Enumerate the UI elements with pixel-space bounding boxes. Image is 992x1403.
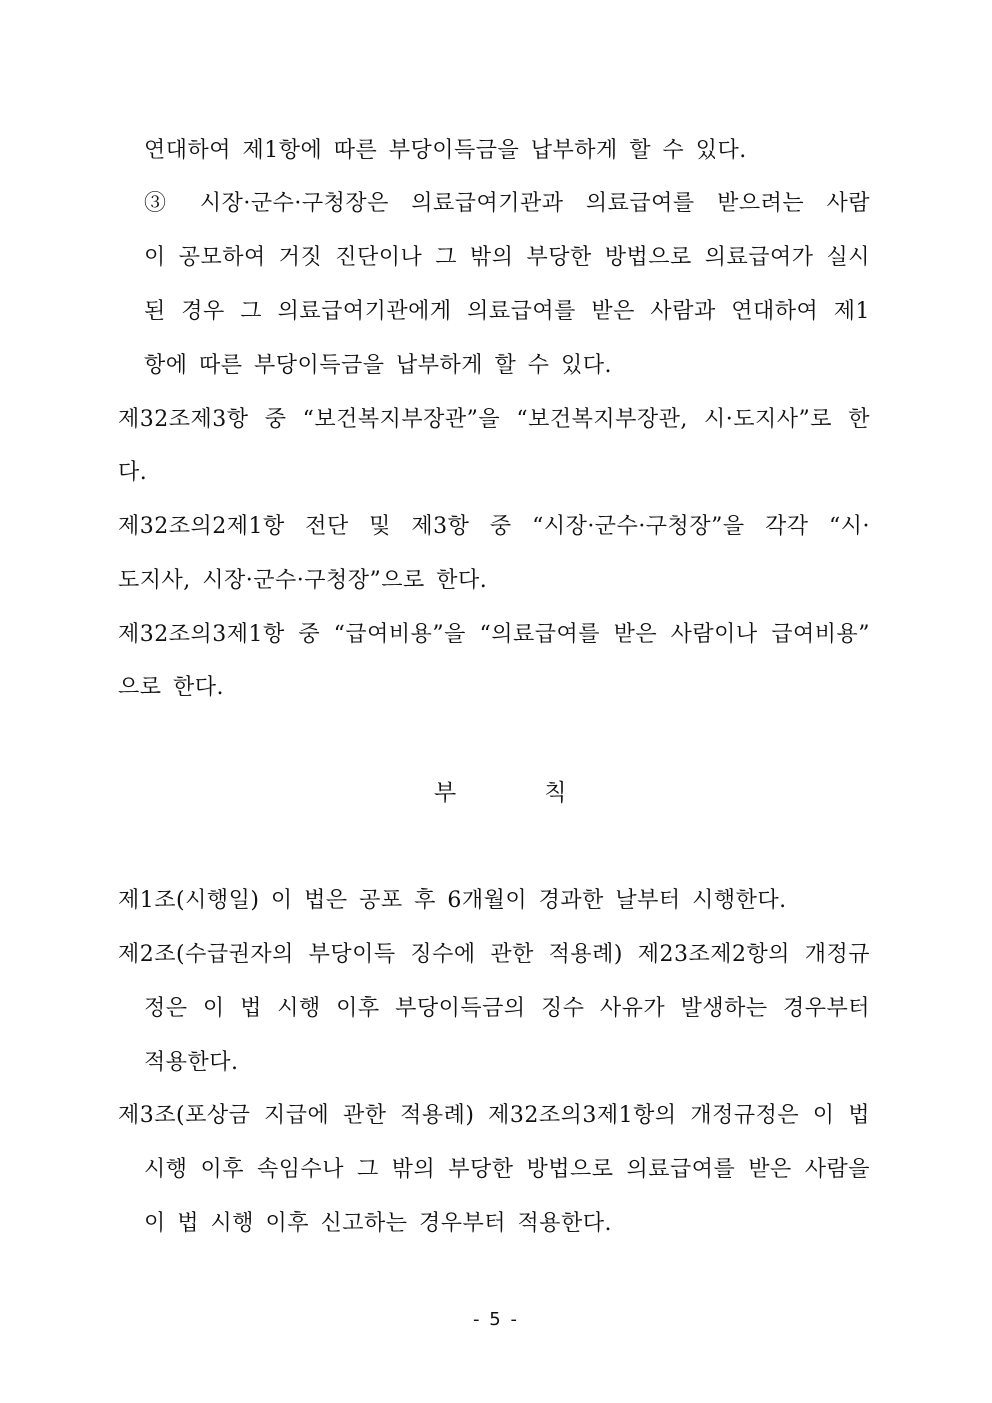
body-line-8: 제32조의2제1항 전단 및 제3항 중 “시장·군수·구청장”을 각각 “시· xyxy=(118,514,870,539)
body-line-4: 된 경우 그 의료급여기관에게 의료급여를 받은 사람과 연대하여 제1 xyxy=(144,299,870,324)
article-1-line-1: 제1조(시행일) 이 법은 공포 후 6개월이 경과한 날부터 시행한다. xyxy=(118,888,787,913)
heading-right: 칙 xyxy=(544,780,567,806)
article-3-line-3: 이 법 시행 이후 신고하는 경우부터 적용한다. xyxy=(144,1211,612,1236)
heading-left: 부 xyxy=(434,780,457,806)
body-line-7: 다. xyxy=(118,460,148,485)
article-3-line-2: 시행 이후 속임수나 그 밖의 부당한 방법으로 의료급여를 받은 사람을 xyxy=(144,1157,870,1182)
article-2-line-3: 적용한다. xyxy=(144,1050,239,1075)
article-2-line-1: 제2조(수급권자의 부당이득 징수에 관한 적용례) 제23조제2항의 개정규 xyxy=(118,942,870,967)
page-number: - 5 - xyxy=(473,1309,519,1330)
body-line-5: 항에 따른 부당이득금을 납부하게 할 수 있다. xyxy=(144,353,612,378)
supplementary-heading xyxy=(434,778,566,808)
body-line-3: 이 공모하여 거짓 진단이나 그 밖의 부당한 방법으로 의료급여가 실시 xyxy=(144,245,870,270)
article-2-line-2: 정은 이 법 시행 이후 부당이득금의 징수 사유가 발생하는 경우부터 xyxy=(144,996,870,1021)
body-line-10: 제32조의3제1항 중 “급여비용”을 “의료급여를 받은 사람이나 급여비용” xyxy=(118,622,870,647)
body-line-1: 연대하여 제1항에 따른 부당이득금을 납부하게 할 수 있다. xyxy=(144,138,747,163)
body-line-9: 도지사, 시장·군수·구청장”으로 한다. xyxy=(118,568,488,593)
body-line-2: ③ 시장·군수·구청장은 의료급여기관과 의료급여를 받으려는 사람 xyxy=(144,191,870,216)
article-3-line-1: 제3조(포상금 지급에 관한 적용례) 제32조의3제1항의 개정규정은 이 법 xyxy=(118,1103,870,1128)
body-line-11: 으로 한다. xyxy=(118,675,224,700)
body-line-6: 제32조제3항 중 “보건복지부장관”을 “보건복지부장관, 시·도지사”로 한 xyxy=(118,407,870,432)
